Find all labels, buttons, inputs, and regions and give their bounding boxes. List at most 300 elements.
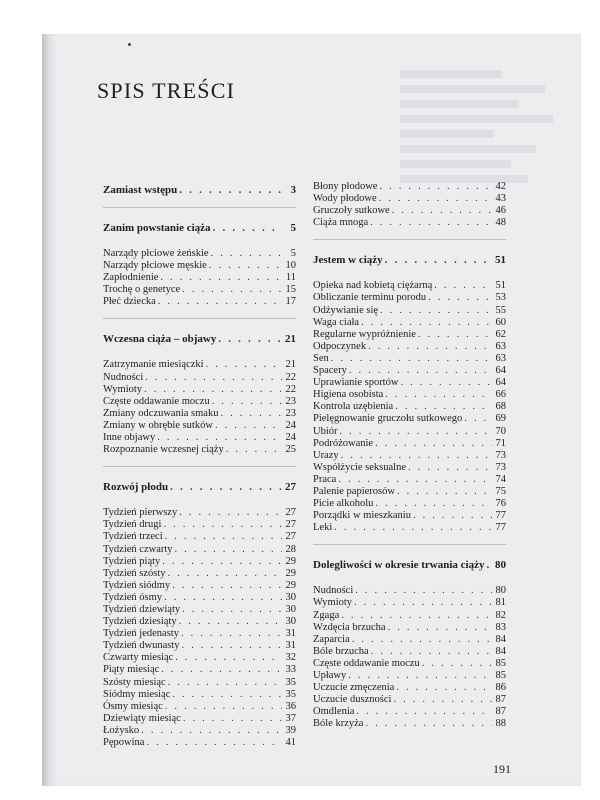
- toc-entry: [313, 401, 506, 413]
- toc-entry: [103, 507, 296, 519]
- dot-leader: [181, 628, 282, 640]
- toc-entry-page: 77: [495, 510, 506, 522]
- toc-entry: [103, 689, 296, 701]
- toc-entry-title: Zmiany w obrębie sutków: [103, 419, 213, 431]
- toc-entry: [313, 217, 506, 229]
- toc-entry: [313, 706, 506, 718]
- toc-entry-page: 86: [495, 682, 506, 694]
- dot-leader: [464, 413, 492, 425]
- dot-leader: [168, 677, 282, 689]
- toc-entry: [103, 677, 296, 689]
- dot-leader: [172, 580, 282, 592]
- toc-entry-title: Kontrola uzębienia: [313, 401, 394, 413]
- toc-entry: [103, 384, 296, 396]
- toc-entry-page: 22: [285, 371, 296, 383]
- toc-entry-title: Zmiany odczuwania smaku: [103, 407, 219, 419]
- toc-entry: [313, 498, 506, 510]
- page-title: SPIS TREŚCI: [97, 78, 236, 103]
- chapter-heading-page: 3: [290, 184, 296, 196]
- toc-entry: [103, 372, 296, 384]
- toc-entry: [103, 544, 296, 556]
- toc-entry: [313, 426, 506, 438]
- toc-entry-title: Urazy: [313, 449, 339, 461]
- toc-entry-page: 10: [285, 260, 296, 272]
- dot-leader: [397, 486, 492, 498]
- toc-entry: [313, 462, 506, 474]
- toc-entry-page: 80: [495, 585, 506, 597]
- toc-entry: [313, 193, 506, 205]
- toc-entry: [103, 396, 296, 408]
- toc-entry-page: 85: [495, 657, 506, 669]
- dot-leader: [408, 462, 492, 474]
- toc-entry-page: 30: [285, 603, 296, 615]
- dot-leader: [371, 646, 492, 658]
- toc-entry-page: 68: [495, 401, 506, 413]
- chapter-heading-title: Zamiast wstępu: [103, 184, 178, 196]
- toc-entry: [313, 646, 506, 658]
- toc-entry-title: Łożysko: [103, 724, 140, 736]
- dot-leader: [422, 658, 492, 670]
- toc-entry-page: 41: [285, 737, 296, 748]
- dot-leader: [400, 377, 492, 389]
- toc-entry-title: Narządy płciowe żeńskie: [103, 248, 209, 259]
- toc-entry-page: 70: [495, 425, 506, 437]
- toc-entry-title: Nudności: [313, 585, 354, 597]
- dot-leader: [141, 725, 282, 737]
- toc-entry-page: 63: [495, 340, 506, 352]
- chapter-heading-title: Dolegliwości w okresie trwania ciąży: [313, 559, 485, 572]
- chapter-heading: [313, 239, 506, 270]
- toc-entry: [103, 592, 296, 604]
- toc-entry-page: 24: [285, 419, 296, 431]
- toc-entry-page: 53: [495, 292, 506, 304]
- dot-leader: [163, 519, 282, 531]
- dot-leader: [146, 737, 282, 749]
- dot-leader: [175, 652, 282, 664]
- toc-entry: [313, 474, 506, 486]
- toc-entry-title: Porządki w mieszkaniu: [313, 510, 411, 522]
- toc-entry-page: 77: [495, 522, 506, 534]
- toc-entry: [103, 420, 296, 432]
- toc-entry-page: 39: [285, 724, 296, 736]
- dot-leader: [379, 181, 492, 193]
- toc-entry-page: 36: [285, 700, 296, 712]
- toc-entry-title: Siódmy miesiąc: [103, 688, 171, 700]
- toc-entry-title: Uczucie duszności: [313, 694, 392, 706]
- toc-entry-title: Zaparcia: [313, 633, 350, 645]
- toc-entry-page: 48: [495, 217, 506, 229]
- dot-leader: [379, 193, 492, 205]
- toc-entry-title: Odżywianie się: [313, 304, 379, 316]
- dot-leader: [157, 432, 282, 444]
- toc-entry-page: 73: [495, 461, 506, 473]
- toc-entry-page: 66: [495, 389, 506, 401]
- toc-entry-title: Regularne wypróżnienie: [313, 328, 416, 340]
- dot-leader: [220, 408, 282, 420]
- toc-entry: [313, 292, 506, 304]
- toc-entry-title: Częste oddawanie moczu: [313, 657, 420, 669]
- toc-entry: [103, 713, 296, 725]
- toc-entry-title: Wzdęcia brzucha: [313, 621, 386, 633]
- toc-entry-page: 81: [495, 597, 506, 609]
- toc-entry: [313, 377, 506, 389]
- chapter-heading-page: 5: [290, 222, 296, 234]
- toc-entry-title: Pępowina: [103, 737, 145, 748]
- toc-entry-page: 64: [495, 377, 506, 389]
- toc-entry-title: Sen: [313, 352, 329, 364]
- toc-entry-title: Tydzień trzeci: [103, 531, 163, 543]
- dot-leader: [352, 634, 492, 646]
- toc-entry: [313, 305, 506, 317]
- toc-entry: [103, 556, 296, 568]
- dot-leader: [428, 292, 492, 304]
- toc-entry-title: Błony płodowe: [313, 181, 378, 192]
- toc-entry-page: 42: [495, 181, 506, 192]
- toc-entry-page: 82: [495, 609, 506, 621]
- toc-entry-page: 64: [495, 365, 506, 377]
- toc-entry-title: Tydzień dziesiąty: [103, 616, 177, 628]
- toc-entry: [313, 597, 506, 609]
- toc-entry-page: 37: [285, 712, 296, 724]
- toc-entry-title: Narządy płciowe męskie: [103, 260, 207, 272]
- toc-entry-page: 63: [495, 352, 506, 364]
- toc-entry-title: Tydzień czwarty: [103, 543, 173, 555]
- toc-entry: [313, 510, 506, 522]
- toc-entry-title: Ciąża mnoga: [313, 217, 369, 229]
- toc-entry: [313, 365, 506, 377]
- toc-entry-page: 30: [285, 616, 296, 628]
- toc-entry-page: 43: [495, 193, 506, 205]
- chapter-heading-page: 21: [285, 333, 296, 346]
- toc-entry: [313, 353, 506, 365]
- toc-entry-page: 35: [285, 676, 296, 688]
- dot-leader: [434, 280, 492, 292]
- page-number: 191: [493, 762, 511, 776]
- toc-entry-title: Higiena osobista: [313, 389, 384, 401]
- ink-speck: [128, 43, 131, 46]
- toc-entry-page: 29: [285, 579, 296, 591]
- toc-entry-page: 84: [495, 645, 506, 657]
- dot-leader: [338, 474, 492, 486]
- toc-entry-title: Tydzień dwunasty: [103, 640, 180, 652]
- toc-entry: [313, 585, 506, 597]
- chapter-heading: [313, 544, 506, 575]
- dot-leader: [375, 498, 492, 510]
- toc-entry-page: 27: [285, 519, 296, 531]
- toc-entry-title: Ósmy miesiąc: [103, 700, 163, 712]
- toc-entry-title: Zatrzymanie miesiączki: [103, 359, 204, 371]
- toc-entry-page: 30: [285, 591, 296, 603]
- dot-leader: [487, 559, 493, 572]
- toc-entry-page: 23: [285, 395, 296, 407]
- toc-entry-title: Współżycie seksualne: [313, 461, 407, 473]
- toc-entry-page: 24: [285, 432, 296, 444]
- toc-entry: [103, 701, 296, 713]
- toc-entry: [313, 280, 506, 292]
- toc-entry-page: 35: [285, 688, 296, 700]
- toc-entry-title: Piąty miesiąc: [103, 664, 160, 676]
- toc-entry-title: Uczucie zmęczenia: [313, 682, 395, 694]
- toc-entry: [103, 444, 296, 456]
- toc-entry-title: Gruczoły sutkowe: [313, 205, 390, 217]
- toc-entry-title: Trochę o genetyce: [103, 284, 181, 296]
- chapter-heading-title: Zanim powstanie ciąża: [103, 222, 211, 234]
- dot-leader: [388, 622, 492, 634]
- toc-entry-title: Zgaga: [313, 609, 340, 621]
- dot-leader: [341, 450, 492, 462]
- page-binding-shadow: [42, 34, 50, 786]
- dot-leader: [418, 329, 492, 341]
- dot-leader: [168, 568, 282, 580]
- toc-entry: [313, 438, 506, 450]
- toc-entry-title: Tydzień ósmy: [103, 591, 163, 603]
- toc-entry-title: Rozpoznanie wczesnej ciąży: [103, 444, 224, 456]
- dot-leader: [182, 284, 282, 296]
- toc-entry-title: Tydzień szósty: [103, 567, 166, 579]
- toc-entry: [313, 317, 506, 329]
- toc-entry-title: Tydzień siódmy: [103, 579, 171, 591]
- toc-entry-page: 23: [285, 407, 296, 419]
- toc-entry-page: 62: [495, 328, 506, 340]
- toc-entry: [103, 725, 296, 737]
- toc-entry-page: 15: [285, 284, 296, 296]
- chapter-heading: [103, 466, 296, 497]
- toc-entry: [313, 658, 506, 670]
- toc-entry-title: Leki: [313, 522, 333, 534]
- dot-leader: [182, 640, 282, 652]
- toc-entry: [103, 519, 296, 531]
- dot-leader: [218, 333, 282, 346]
- chapter-heading-page: 51: [495, 254, 506, 267]
- toc-entry-title: Tydzień piąty: [103, 555, 161, 567]
- toc-entry: [313, 694, 506, 706]
- toc-entry: [103, 531, 296, 543]
- toc-entry-page: 75: [495, 485, 506, 497]
- dot-leader: [392, 205, 492, 217]
- toc-entry-page: 27: [285, 531, 296, 543]
- toc-entry: [103, 408, 296, 420]
- chapter-heading-title: Jestem w ciąży: [313, 254, 383, 267]
- toc-entry-page: 51: [495, 280, 506, 292]
- toc-entry-page: 88: [495, 718, 506, 730]
- chapter-heading-page: 80: [495, 559, 506, 572]
- toc-entry-page: 69: [495, 413, 506, 425]
- toc-entry: [103, 652, 296, 664]
- toc-entry-title: Tydzień dziewiąty: [103, 603, 181, 615]
- toc-entry-title: Zapłodnienie: [103, 272, 159, 284]
- dot-leader: [385, 389, 492, 401]
- toc-entry: [313, 670, 506, 682]
- toc-entry-title: Częste oddawanie moczu: [103, 395, 210, 407]
- toc-entry-page: 73: [495, 449, 506, 461]
- toc-entry: [313, 181, 506, 193]
- chapter-heading: [103, 183, 296, 197]
- toc-entry-title: Spacery: [313, 365, 347, 377]
- toc-entry-page: 71: [495, 437, 506, 449]
- toc-entry-page: 28: [285, 543, 296, 555]
- toc-entry-page: 22: [285, 383, 296, 395]
- toc-entry: [313, 610, 506, 622]
- dot-leader: [213, 222, 282, 235]
- dot-leader: [396, 682, 492, 694]
- toc-entry-page: 21: [285, 359, 296, 371]
- dot-leader: [215, 420, 282, 432]
- toc-entry: [103, 284, 296, 296]
- toc-entry: [103, 248, 296, 260]
- dot-leader: [175, 544, 282, 556]
- dot-leader: [164, 592, 282, 604]
- toc-entry-page: 74: [495, 473, 506, 485]
- toc-entry: [103, 260, 296, 272]
- toc-entry: [313, 522, 506, 534]
- toc-entry-title: Ubiór: [313, 425, 338, 437]
- dot-leader: [354, 597, 492, 609]
- dot-leader: [375, 438, 492, 450]
- toc-entry-page: 27: [285, 507, 296, 519]
- toc-entry-title: Szósty miesiąc: [103, 676, 166, 688]
- dot-leader: [341, 610, 492, 622]
- toc-entry: [313, 486, 506, 498]
- toc-entry: [313, 389, 506, 401]
- chapter-heading: [103, 318, 296, 349]
- toc-entry-title: Czwarty miesiąc: [103, 652, 174, 664]
- toc-entry-title: Praca: [313, 473, 337, 485]
- toc-entry-page: 32: [285, 652, 296, 664]
- toc-entry: [313, 205, 506, 217]
- toc-entry: [103, 272, 296, 284]
- dot-leader: [212, 396, 282, 408]
- dot-leader: [356, 706, 492, 718]
- toc-entry: [103, 616, 296, 628]
- toc-left-column: [103, 183, 296, 749]
- dot-leader: [158, 296, 282, 308]
- dot-leader: [395, 401, 492, 413]
- dot-leader: [179, 616, 282, 628]
- toc-entry-title: Bóle brzucha: [313, 645, 369, 657]
- toc-entry: [103, 640, 296, 652]
- dot-leader: [340, 426, 493, 438]
- toc-entry: [313, 329, 506, 341]
- dot-leader: [183, 713, 282, 725]
- toc-entry-title: Waga ciała: [313, 316, 360, 328]
- toc-entry-title: Dziewiąty miesiąc: [103, 712, 181, 724]
- toc-entry-page: 31: [285, 640, 296, 652]
- dot-leader: [144, 384, 282, 396]
- toc-entry-title: Inne objawy: [103, 432, 156, 444]
- toc-right-column: [313, 181, 506, 730]
- toc-entry: [103, 568, 296, 580]
- toc-entry-page: 83: [495, 621, 506, 633]
- toc-entry-title: Nudności: [103, 371, 144, 383]
- toc-entry: [313, 634, 506, 646]
- dot-leader: [161, 664, 282, 676]
- dot-leader: [365, 718, 492, 730]
- toc-entry-page: 29: [285, 555, 296, 567]
- toc-entry-title: Podróżowanie: [313, 437, 374, 449]
- toc-entry-page: 84: [495, 633, 506, 645]
- toc-entry-page: 17: [285, 296, 296, 308]
- toc-entry-title: Tydzień drugi: [103, 519, 162, 531]
- toc-entry-page: 85: [495, 670, 506, 681]
- toc-entry-title: Tydzień jedenasty: [103, 628, 179, 640]
- toc-entry: [103, 296, 296, 308]
- toc-entry: [313, 622, 506, 634]
- toc-entry: [103, 580, 296, 592]
- chapter-heading-title: Rozwój płodu: [103, 481, 169, 494]
- dot-leader: [172, 689, 282, 701]
- dot-leader: [170, 481, 282, 494]
- dot-leader: [206, 359, 282, 371]
- toc-entry: [313, 341, 506, 353]
- dot-leader: [334, 522, 492, 534]
- toc-entry-page: 55: [495, 304, 506, 316]
- toc-entry-title: Uprawianie sportów: [313, 377, 399, 389]
- dot-leader: [349, 365, 492, 377]
- dot-leader: [179, 507, 282, 519]
- dot-leader: [179, 184, 282, 197]
- dot-leader: [165, 701, 282, 713]
- toc-entry-title: Bóle krzyża: [313, 718, 364, 730]
- toc-entry-title: Omdlenia: [313, 706, 355, 718]
- toc-entry-title: Płeć dziecka: [103, 296, 156, 308]
- dot-leader: [165, 531, 282, 543]
- toc-entry-page: 29: [285, 567, 296, 579]
- toc-entry: [103, 737, 296, 749]
- dot-leader: [370, 217, 492, 229]
- toc-entry-page: 60: [495, 316, 506, 328]
- toc-entry-title: Opieka nad kobietą ciężarną: [313, 280, 433, 292]
- toc-entry-title: Wody płodowe: [313, 193, 377, 205]
- dot-leader: [361, 317, 492, 329]
- toc-entry-page: 76: [495, 498, 506, 510]
- toc-entry-title: Obliczanie terminu porodu: [313, 292, 427, 304]
- toc-entry: [103, 628, 296, 640]
- chapter-heading: [103, 207, 296, 238]
- dot-leader: [413, 510, 492, 522]
- dot-leader: [380, 305, 492, 317]
- dot-leader: [162, 556, 282, 568]
- toc-entry: [103, 359, 296, 371]
- toc-entry-page: 33: [285, 664, 296, 676]
- dot-leader: [160, 272, 282, 284]
- dot-leader: [182, 604, 282, 616]
- toc-entry: [313, 718, 506, 730]
- toc-entry-page: 11: [285, 272, 296, 284]
- dot-leader: [145, 372, 282, 384]
- dot-leader: [348, 670, 492, 682]
- chapter-heading-title: Wczesna ciąża – objawy: [103, 333, 217, 346]
- toc-entry-title: Wymioty: [103, 383, 143, 395]
- toc-entry: [103, 432, 296, 444]
- chapter-heading-page: 27: [285, 481, 296, 494]
- toc-entry: [103, 604, 296, 616]
- toc-entry-page: 46: [495, 205, 506, 217]
- toc-entry-page: 87: [495, 706, 506, 718]
- toc-entry: [103, 664, 296, 676]
- dot-leader: [385, 254, 492, 267]
- toc-entry-page: 25: [285, 444, 296, 456]
- dot-leader: [355, 585, 492, 597]
- toc-entry: [313, 413, 506, 425]
- toc-entry-page: 31: [285, 628, 296, 640]
- dot-leader: [393, 694, 492, 706]
- toc-entry: [313, 450, 506, 462]
- toc-entry-title: Palenie papierosów: [313, 485, 395, 497]
- toc-entry-title: Picie alkoholu: [313, 498, 374, 510]
- toc-entry-page: 87: [495, 694, 506, 706]
- dot-leader: [368, 341, 492, 353]
- dot-leader: [226, 444, 282, 456]
